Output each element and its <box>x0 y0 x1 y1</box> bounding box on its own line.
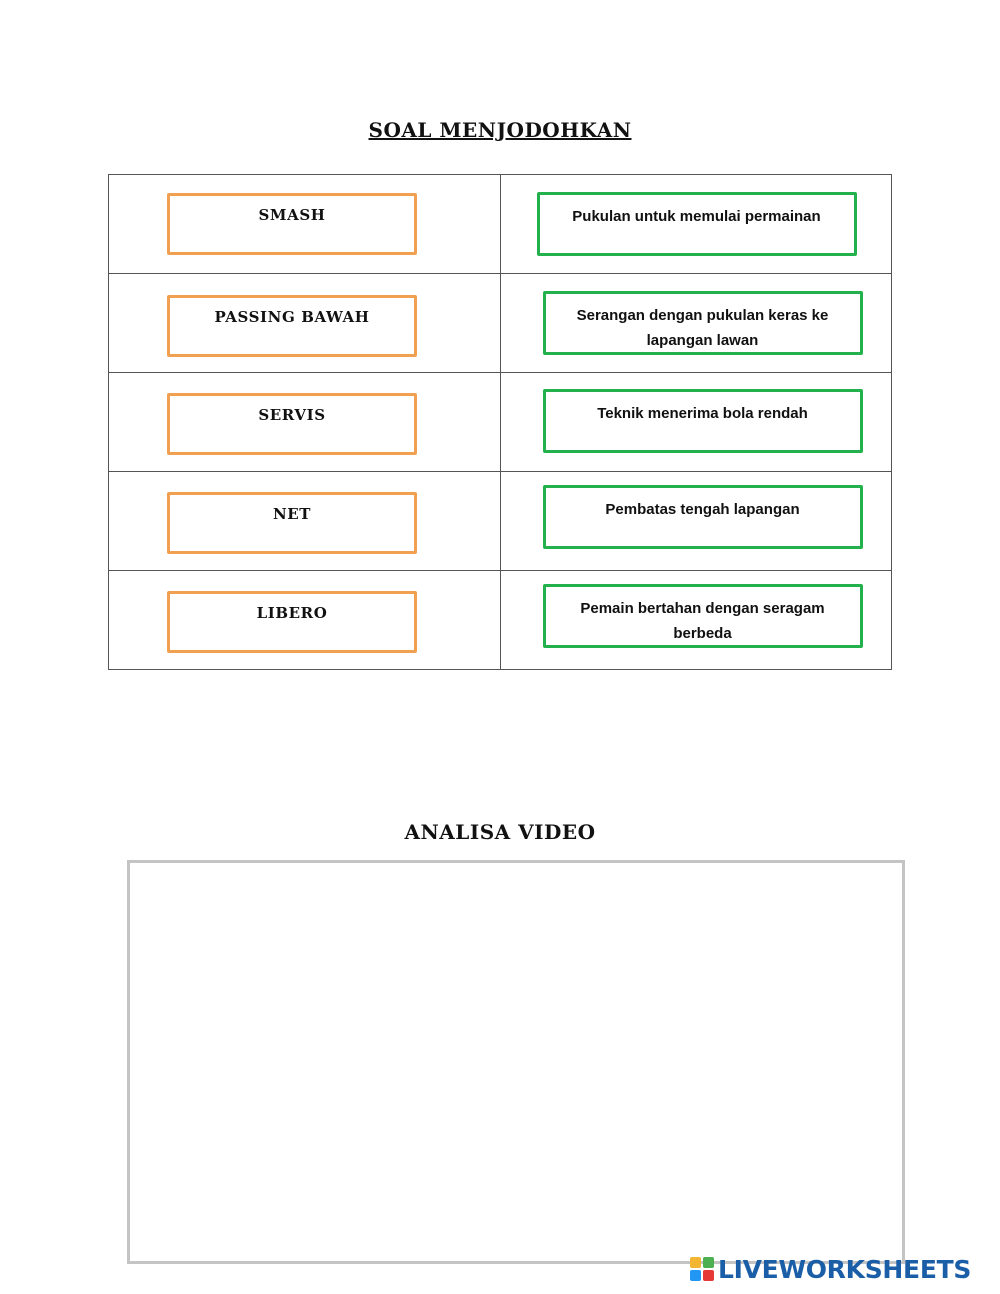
table-row <box>109 175 892 274</box>
table-row <box>109 571 892 670</box>
liveworksheets-logo-icon <box>690 1257 714 1281</box>
definition-cell <box>500 175 892 274</box>
liveworksheets-logo-text: LIVEWORKSHEETS <box>718 1254 972 1284</box>
definition-card-4[interactable]: Pembatas tengah lapangan <box>543 485 863 549</box>
definition-cell <box>500 373 892 472</box>
definition-card-1[interactable]: Pukulan untuk memulai permainan <box>537 192 857 256</box>
page-title <box>0 118 1000 142</box>
table-row <box>109 274 892 373</box>
table-row <box>109 472 892 571</box>
term-card-libero[interactable]: LIBERO <box>167 591 417 653</box>
definition-cell <box>500 472 892 571</box>
definition-card-5[interactable]: Pemain bertahan dengan seragam berbeda <box>543 584 863 648</box>
term-card-net[interactable]: NET <box>167 492 417 554</box>
term-card-servis[interactable]: SERVIS <box>167 393 417 455</box>
definition-cell <box>500 274 892 373</box>
term-cell <box>109 571 501 670</box>
definition-card-2[interactable]: Serangan dengan pukulan keras ke lapangan lawan <box>543 291 863 355</box>
matching-title: SOAL MENJODOHKAN <box>368 118 632 142</box>
term-cell <box>109 175 501 274</box>
term-card-smash[interactable]: SMASH <box>167 193 417 255</box>
video-section-title: ANALISA VIDEO <box>404 820 596 844</box>
term-card-passing-bawah[interactable]: PASSING BAWAH <box>167 295 417 357</box>
definition-cell <box>500 571 892 670</box>
matching-table <box>108 174 892 670</box>
video-analysis-box[interactable] <box>127 860 905 1264</box>
term-cell <box>109 274 501 373</box>
definition-card-3[interactable]: Teknik menerima bola rendah <box>543 389 863 453</box>
term-cell <box>109 373 501 472</box>
term-cell <box>109 472 501 571</box>
liveworksheets-logo <box>690 1254 971 1284</box>
table-row <box>109 373 892 472</box>
